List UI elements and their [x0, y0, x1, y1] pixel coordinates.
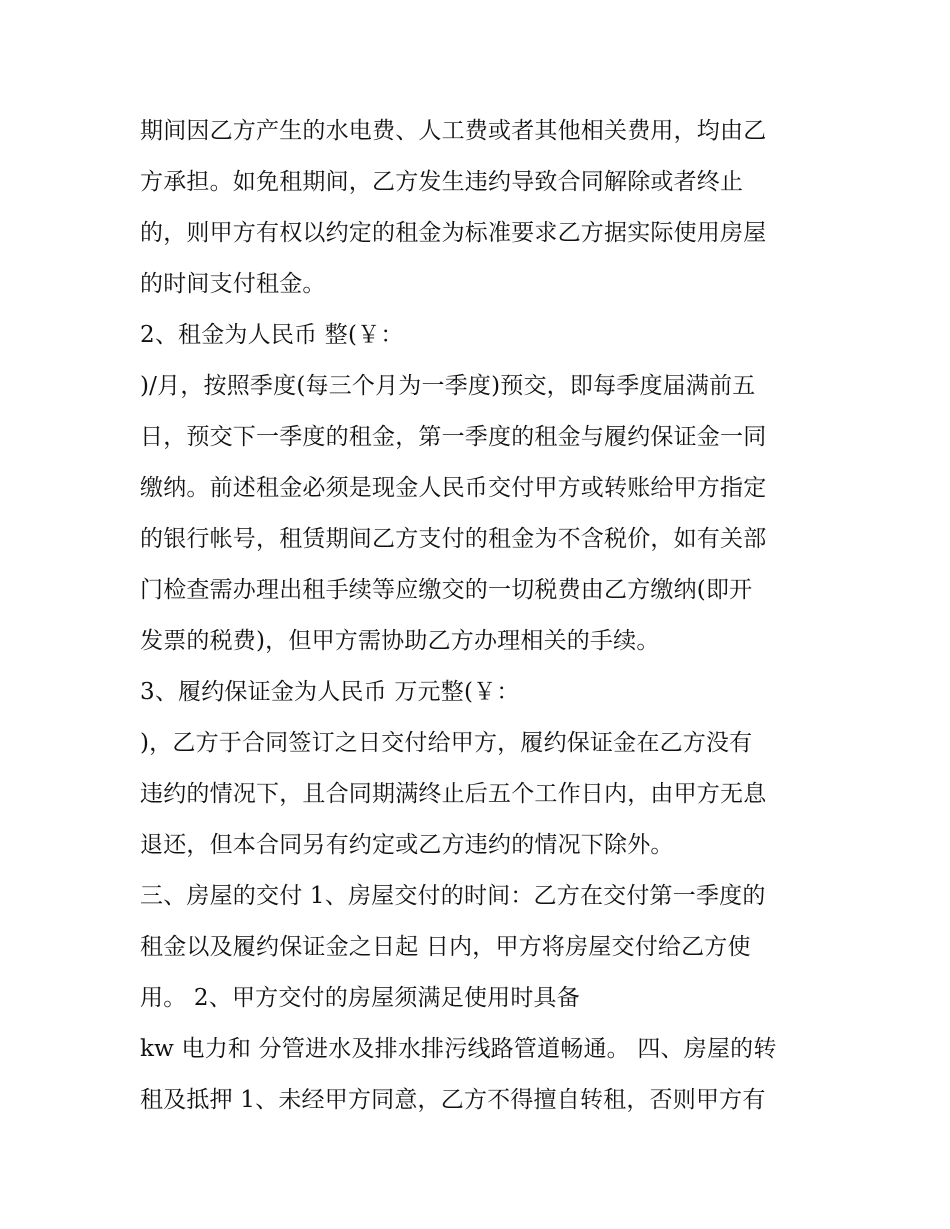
text-line: 期间因乙方产生的水电费、人工费或者其他相关费用，均由乙	[140, 118, 767, 144]
text-line: 3、履约保证金为人民币 万元整(￥：	[140, 679, 520, 705]
text-line: 门检查需办理出租手续等应缴交的一切税费由乙方缴纳(即开	[140, 577, 753, 603]
text-line: 方承担。如免租期间，乙方发生违约导致合同解除或者终止	[140, 169, 744, 195]
text-line: 的，则甲方有权以约定的租金为标准要求乙方据实际使用房屋	[140, 220, 767, 246]
text-line: kw 电力和 分管进水及排水排污线路管道畅通。 四、房屋的转	[140, 1036, 777, 1062]
text-line: 的时间支付租金。	[140, 271, 326, 297]
text-line: 日，预交下一季度的租金，第一季度的租金与履约保证金一同	[140, 424, 767, 450]
text-line: 缴纳。前述租金必须是现金人民币交付甲方或转账给甲方指定	[140, 475, 767, 501]
text-line: 退还，但本合同另有约定或乙方违约的情况下除外。	[140, 832, 674, 858]
document-text-body	[140, 106, 820, 1126]
text-line: 三、房屋的交付 1、房屋交付的时间：乙方在交付第一季度的	[140, 883, 766, 909]
text-line: 租及抵押 1、未经甲方同意，乙方不得擅自转租，否则甲方有	[140, 1087, 766, 1113]
text-line: 的银行帐号，租赁期间乙方支付的租金为不含税价，如有关部	[140, 526, 767, 552]
text-line: 租金以及履约保证金之日起 日内，甲方将房屋交付给乙方使	[140, 934, 751, 960]
text-line: )/月，按照季度(每三个月为一季度)预交，即每季度届满前五	[140, 373, 756, 399]
text-line: 2、租金为人民币 整(￥：	[140, 322, 404, 348]
text-line: 发票的税费)，但甲方需协助乙方办理相关的手续。	[140, 628, 660, 654]
text-line: )，乙方于合同签订之日交付给甲方，履约保证金在乙方没有	[140, 730, 753, 756]
text-line: 用。 2、甲方交付的房屋须满足使用时具备	[140, 985, 580, 1011]
text-line: 违约的情况下，且合同期满终止后五个工作日内，由甲方无息	[140, 781, 767, 807]
